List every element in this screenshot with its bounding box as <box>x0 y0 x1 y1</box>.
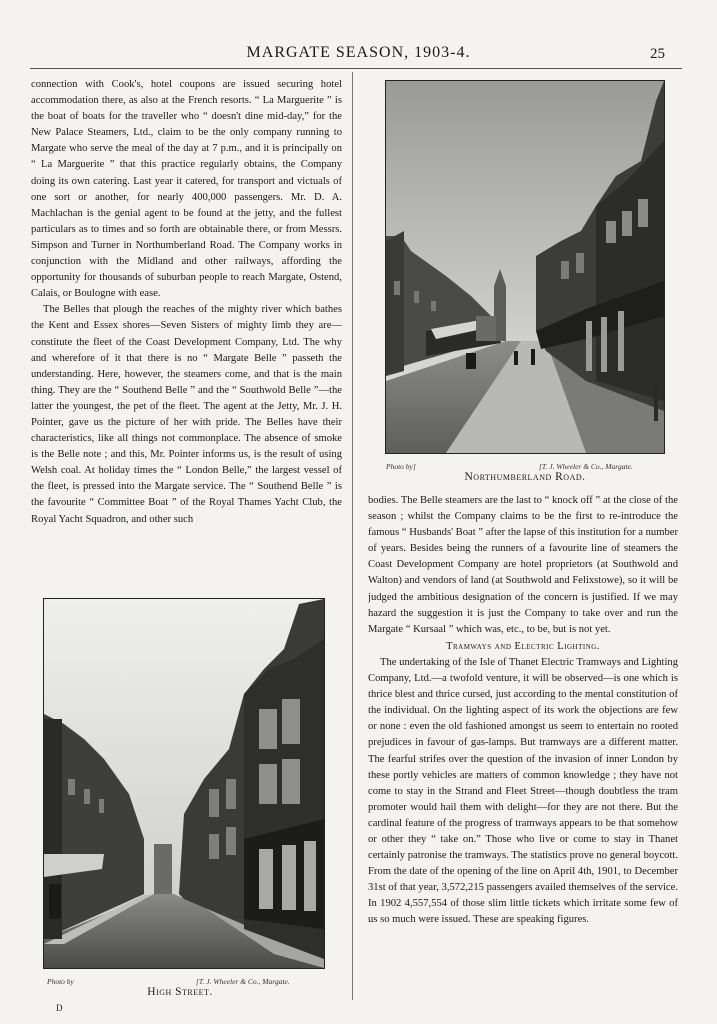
street-photo-image <box>44 599 324 968</box>
section-subheading: Tramways and Electric Lighting. <box>446 640 600 652</box>
signature-mark: D <box>56 1003 63 1013</box>
page-header <box>0 44 717 66</box>
page-number: 25 <box>650 46 665 62</box>
street-photo-image <box>386 81 664 453</box>
left-column-text <box>31 77 342 589</box>
header-rule <box>30 68 682 69</box>
photo-caption: High Street. <box>147 986 213 998</box>
photo-credit-right: [T. J. Wheeler & Co., Margate. <box>539 462 633 471</box>
paragraph: The Belles that plough the reaches of the mighty river which bathes the Kent and Essex shores—Seven Sisters of mighty limb they are—constitute the fleet of the Coast Development Company, Ltd. The why and wherefore of it that there is no “ Margate Belle ” passeth the understanding. Here, however, the steamers come, and that is the main thing. They are the “ Southend Belle ” and the “ Southwold Belle ”—the latter the youngest, the pet of the fleet. The agent at the Jetty, Mr. J. H. Pointer, gave us the picture of her with pride. The Belles have their characteristics, like all things not commonplace. The absence of smoke is the Belle note ; and this, Mr. Pointer informs us, is the result of using Welsh coal. At holiday times the “ London Belle,” the largest vessel of the fleet, is pressed into the Margate service. The “ Southend Belle ” is the favourite “ Committee Boat ” of the Royal Thames Yacht Club, the Royal Yacht Squadron, and other such <box>31 304 342 525</box>
photo-credit-left: Photo by <box>47 977 74 986</box>
paragraph: connection with Cook's, hotel coupons are issued securing hotel accommodation there, as also at the French resorts. “ La Marguerite ” is the boat of boats for the traveller who “ doesn't dine mid-day,” for the New Palace Steamers, Ltd., claim to be the only company running to Margate who serve the meal of the day at 7 p.m., and it is principally on “ La Marguerite ” that this practice regularly obtains, the Company doing its own catering. Last year it catered, for transport and victuals of one sort or another, for nearly 400,000 passengers. Mr. D. A. Machlachan is the genial agent to be found at the jetty, and the fullest particulars as to times and so forth are obtainable there, or from Messrs. Simpson and Turner in Northumberland Road. The Company works in conjunction with the Midland and other railways, affording the opportunity for thousands of suburban people to reach Margate, Ostend, Calais, or Boulogne with ease. <box>31 79 342 300</box>
running-title: MARGATE SEASON, 1903-4. <box>246 44 471 61</box>
paragraph: bodies. The Belle steamers are the last to “ knock off ” at the close of the season ; whilst the Company claims to be the first to re-introduce the famous “ Husbands' Boat ” after the lapse of this institution for a number of years. Besides being the runners of a favourite line of steamers the Coast Development Company are hotel proprietors (at Southwold and Walton) and vendors of land (at Southwold and Felixstowe), so it will be judged the ambitious designation of the concern is justified. If we may hazard the suggestion it is just the Company to take over and run the Margate “ Kursaal ” which was, etc., to be, but is not yet. <box>368 495 678 635</box>
photo-caption: Northumberland Road. <box>464 471 586 483</box>
northumberland-road-photo <box>385 80 665 454</box>
paragraph: The undertaking of the Isle of Thanet Electric Tramways and Lighting Company, Ltd.—a twofold venture, it will be observed—is one which is thrice blest and thrice cursed, just according to the mental constitution of the individual. On the lighting aspect of its work the objections are few or none : even the old fashioned amongst us seem to entertain no rooted prejudices in favour of gas-lamps. But tramways are a different matter. The fearful strifes over the question of the invasion of inner London by these portly vehicles are matters of common knowledge ; they have not come to stay in the Strand and Fleet Street—though doubtless the tram promoter would hail them with delight—for they are not there. But the cardinal feature of the progress of tramways appears to be that somehow or other they “ take on.” Those who live or come to stay in Thanet certainly patronise the tramways. The statistics prove no general boycott. From the date of the opening of the line on April 4th, 1901, to December 31st of that year, 3,572,215 passengers availed themselves of the service. In 1902 4,557,554 of those slim little tickets which irritate some few of us so much were issued. These are speaking figures. <box>368 656 678 926</box>
column-divider <box>352 72 353 1000</box>
photo-credit-left: Photo by] <box>386 462 416 471</box>
photo-credit-right: [T. J. Wheeler & Co., Margate. <box>196 977 290 986</box>
right-column-text <box>368 493 678 1003</box>
high-street-photo <box>43 598 325 969</box>
